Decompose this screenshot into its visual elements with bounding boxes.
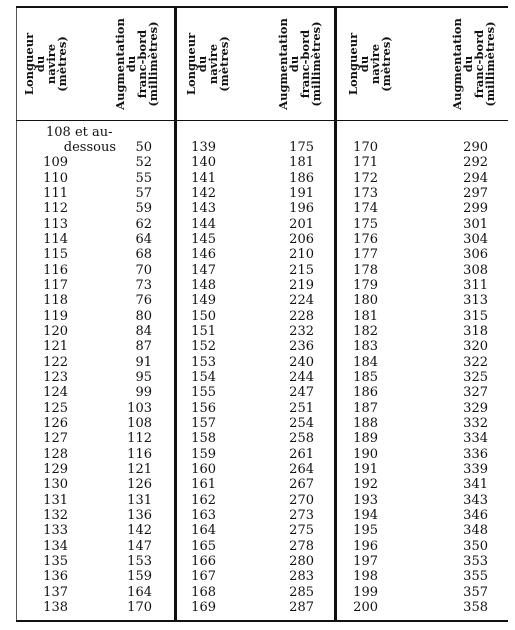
increase-cell: 159 <box>127 569 152 585</box>
increase-cell: 290 <box>463 140 488 155</box>
length-cell: 173 <box>353 186 378 201</box>
freeboard-table <box>16 6 508 622</box>
increase-cell: 304 <box>463 232 488 247</box>
length-cell: 179 <box>353 278 378 293</box>
length-cell: 125 <box>43 400 68 416</box>
increase-cell: 287 <box>289 599 314 615</box>
increase-cell: 264 <box>289 461 314 477</box>
increase-cell: 280 <box>289 553 314 569</box>
increase-cell: 103 <box>127 400 152 416</box>
length-cell: 148 <box>191 278 216 293</box>
length-cell: 190 <box>353 446 378 462</box>
length-cell: 137 <box>43 584 68 600</box>
length-cell: 196 <box>353 538 378 554</box>
length-cell: 109 <box>43 155 68 171</box>
length-cell: 193 <box>353 492 378 508</box>
length-cell: 200 <box>353 599 378 615</box>
increase-cell: 62 <box>135 216 152 232</box>
increase-cell: 278 <box>289 538 314 554</box>
length-cell: 138 <box>43 599 68 615</box>
increase-cell: 186 <box>289 170 314 186</box>
length-cell: 147 <box>191 262 216 278</box>
length-cell: 114 <box>43 232 68 247</box>
increase-cell: 210 <box>289 247 314 263</box>
length-cell: 198 <box>353 569 378 585</box>
increase-cell: 121 <box>127 461 152 477</box>
length-cell: 116 <box>43 262 68 278</box>
length-cell: 145 <box>191 232 216 247</box>
increase-cell: 254 <box>289 415 314 431</box>
increase-cell: 50 <box>135 140 152 155</box>
increase-cell: 327 <box>463 385 488 401</box>
length-cell: 197 <box>353 553 378 569</box>
increase-cell: 299 <box>463 201 488 217</box>
increase-cell: 219 <box>289 278 314 293</box>
length-cell: 153 <box>191 354 216 370</box>
increase-cell: 70 <box>135 262 152 278</box>
length-cell: 166 <box>191 553 216 569</box>
length-cell: 134 <box>43 538 68 554</box>
increase-cell: 76 <box>135 293 152 309</box>
increase-cell: 175 <box>289 140 314 155</box>
length-cell: 157 <box>191 415 216 431</box>
increase-cell: 297 <box>463 186 488 201</box>
increase-cell: 313 <box>463 293 488 309</box>
length-cell: 177 <box>353 247 378 263</box>
increase-cell: 334 <box>463 431 488 447</box>
increase-cell: 325 <box>463 369 488 385</box>
increase-cell: 339 <box>463 461 488 477</box>
increase-cell: 353 <box>463 553 488 569</box>
increase-cell: 136 <box>127 507 152 523</box>
increase-cell: 240 <box>289 354 314 370</box>
length-cell: 126 <box>43 415 68 431</box>
increase-cell: 283 <box>289 569 314 585</box>
table-top-rule <box>16 6 508 8</box>
length-cell: 150 <box>191 308 216 324</box>
increase-cell: 318 <box>463 324 488 339</box>
header-length-label: Longueur du navire (mètres) <box>184 32 231 96</box>
increase-cell: 164 <box>127 584 152 600</box>
length-cell: 141 <box>191 170 216 186</box>
length-cell: 110 <box>43 170 68 186</box>
length-cell: 161 <box>191 477 216 493</box>
length-cell: 111 <box>43 186 68 201</box>
length-cell: 121 <box>43 339 68 355</box>
increase-cell: 196 <box>289 201 314 217</box>
header-length-col-1 <box>20 8 72 120</box>
length-cell: 163 <box>191 507 216 523</box>
length-cell: 135 <box>43 553 68 569</box>
length-cell: 194 <box>353 507 378 523</box>
header-length-col-3 <box>340 8 400 120</box>
increase-cell: 52 <box>135 155 152 171</box>
header-rule <box>16 120 508 121</box>
increase-cell: 343 <box>463 492 488 508</box>
length-cell: 159 <box>191 446 216 462</box>
increase-cell: 108 <box>127 415 152 431</box>
increase-cell: 322 <box>463 354 488 370</box>
increase-cell: 57 <box>135 186 152 201</box>
increase-cell: 153 <box>127 553 152 569</box>
length-cell: 152 <box>191 339 216 355</box>
length-cell: 133 <box>43 523 68 539</box>
length-cell: 131 <box>43 492 68 508</box>
length-cell: 129 <box>43 461 68 477</box>
increase-cell: 55 <box>135 170 152 186</box>
column-group-divider <box>174 6 177 622</box>
length-cell: 151 <box>191 324 216 339</box>
increase-cell: 215 <box>289 262 314 278</box>
increase-cell: 95 <box>135 369 152 385</box>
increase-cell: 170 <box>127 599 152 615</box>
increase-cell: 247 <box>289 385 314 401</box>
increase-cell: 84 <box>135 324 152 339</box>
increase-cell: 206 <box>289 232 314 247</box>
increase-cell: 341 <box>463 477 488 493</box>
length-cell: 167 <box>191 569 216 585</box>
length-cell: 156 <box>191 400 216 416</box>
increase-cell: 301 <box>463 216 488 232</box>
length-cell: 180 <box>353 293 378 309</box>
increase-cell: 261 <box>289 446 314 462</box>
length-cell: 144 <box>191 216 216 232</box>
length-cell: 119 <box>43 308 68 324</box>
increase-cell: 275 <box>289 523 314 539</box>
increase-cell: 201 <box>289 216 314 232</box>
increase-cell: 99 <box>135 385 152 401</box>
length-cell: 130 <box>43 477 68 493</box>
increase-cell: 147 <box>127 538 152 554</box>
length-cell: 168 <box>191 584 216 600</box>
increase-cell: 348 <box>463 523 488 539</box>
increase-cell: 311 <box>463 278 488 293</box>
increase-cell: 346 <box>463 507 488 523</box>
increase-cell: 315 <box>463 308 488 324</box>
length-cell: 115 <box>43 247 68 263</box>
increase-cell: 181 <box>289 155 314 171</box>
header-increase-col-1 <box>104 8 170 120</box>
first-entry-line-1: 108 et au- <box>46 125 113 140</box>
length-cell: 149 <box>191 293 216 309</box>
length-cell: 113 <box>43 216 68 232</box>
increase-cell: 306 <box>463 247 488 263</box>
increase-cell: 116 <box>127 446 152 462</box>
header-length-col-2 <box>178 8 238 120</box>
header-increase-col-3 <box>440 8 508 120</box>
increase-cell: 126 <box>127 477 152 493</box>
increase-cell: 270 <box>289 492 314 508</box>
increase-cell: 112 <box>127 431 152 447</box>
table-left-edge <box>16 6 17 622</box>
increase-cell: 131 <box>127 492 152 508</box>
length-cell: 140 <box>191 155 216 171</box>
length-cell: 155 <box>191 385 216 401</box>
length-cell: 154 <box>191 369 216 385</box>
increase-cell: 87 <box>135 339 152 355</box>
length-cell: 185 <box>353 369 378 385</box>
increase-cell: 329 <box>463 400 488 416</box>
length-cell: 123 <box>43 369 68 385</box>
increase-cell: 332 <box>463 415 488 431</box>
increase-cell: 142 <box>127 523 152 539</box>
length-cell: 117 <box>43 278 68 293</box>
increase-cell: 59 <box>135 201 152 217</box>
increase-cell: 336 <box>463 446 488 462</box>
increase-cell: 80 <box>135 308 152 324</box>
length-cell: 182 <box>353 324 378 339</box>
length-cell: 187 <box>353 400 378 416</box>
length-cell: 188 <box>353 415 378 431</box>
length-cell: 142 <box>191 186 216 201</box>
first-entry-line-2: dessous <box>63 140 116 155</box>
header-length-label: Longueur du navire (mètres) <box>22 32 69 96</box>
length-cell: 192 <box>353 477 378 493</box>
length-cell: 170 <box>353 140 378 155</box>
length-cell: 124 <box>43 385 68 401</box>
length-cell: 165 <box>191 538 216 554</box>
increase-cell: 350 <box>463 538 488 554</box>
increase-cell: 267 <box>289 477 314 493</box>
header-increase-label: Augmentation du franc-bord (millimètres) <box>450 18 497 110</box>
increase-cell: 191 <box>289 186 314 201</box>
length-cell: 162 <box>191 492 216 508</box>
length-cell: 199 <box>353 584 378 600</box>
length-cell: 178 <box>353 262 378 278</box>
length-cell: 186 <box>353 385 378 401</box>
length-cell: 184 <box>353 354 378 370</box>
increase-cell: 358 <box>463 599 488 615</box>
increase-cell: 232 <box>289 324 314 339</box>
length-cell: 158 <box>191 431 216 447</box>
increase-cell: 273 <box>289 507 314 523</box>
length-cell: 146 <box>191 247 216 263</box>
length-cell: 128 <box>43 446 68 462</box>
length-cell: 118 <box>43 293 68 309</box>
header-length-label: Longueur du navire (mètres) <box>346 32 393 96</box>
increase-cell: 68 <box>135 247 152 263</box>
length-cell: 143 <box>191 201 216 217</box>
increase-cell: 91 <box>135 354 152 370</box>
length-cell: 174 <box>353 201 378 217</box>
increase-cell: 285 <box>289 584 314 600</box>
increase-cell: 355 <box>463 569 488 585</box>
length-cell: 164 <box>191 523 216 539</box>
increase-cell: 258 <box>289 431 314 447</box>
length-cell: 175 <box>353 216 378 232</box>
length-cell: 139 <box>191 140 216 155</box>
increase-cell: 292 <box>463 155 488 171</box>
increase-cell: 224 <box>289 293 314 309</box>
length-cell: 127 <box>43 431 68 447</box>
length-cell: 122 <box>43 354 68 370</box>
length-cell: 132 <box>43 507 68 523</box>
increase-cell: 244 <box>289 369 314 385</box>
length-cell: 183 <box>353 339 378 355</box>
header-increase-label: Augmentation du franc-bord (millimètres) <box>113 18 160 110</box>
increase-cell: 73 <box>135 278 152 293</box>
header-increase-label: Augmentation du franc-bord (millimètres) <box>276 18 323 110</box>
header-increase-col-2 <box>268 8 332 120</box>
length-cell: 181 <box>353 308 378 324</box>
length-cell: 136 <box>43 569 68 585</box>
increase-cell: 294 <box>463 170 488 186</box>
increase-cell: 320 <box>463 339 488 355</box>
length-cell: 120 <box>43 324 68 339</box>
length-cell: 172 <box>353 170 378 186</box>
increase-cell: 251 <box>289 400 314 416</box>
length-cell: 191 <box>353 461 378 477</box>
increase-cell: 357 <box>463 584 488 600</box>
column-group-divider <box>334 6 337 622</box>
increase-cell: 236 <box>289 339 314 355</box>
length-cell: 176 <box>353 232 378 247</box>
length-cell: 169 <box>191 599 216 615</box>
length-cell: 112 <box>43 201 68 217</box>
increase-cell: 228 <box>289 308 314 324</box>
length-cell: 189 <box>353 431 378 447</box>
table-bottom-rule <box>16 620 508 622</box>
length-cell: 160 <box>191 461 216 477</box>
increase-cell: 308 <box>463 262 488 278</box>
length-cell: 195 <box>353 523 378 539</box>
length-cell: 171 <box>353 155 378 171</box>
increase-cell: 64 <box>135 232 152 247</box>
